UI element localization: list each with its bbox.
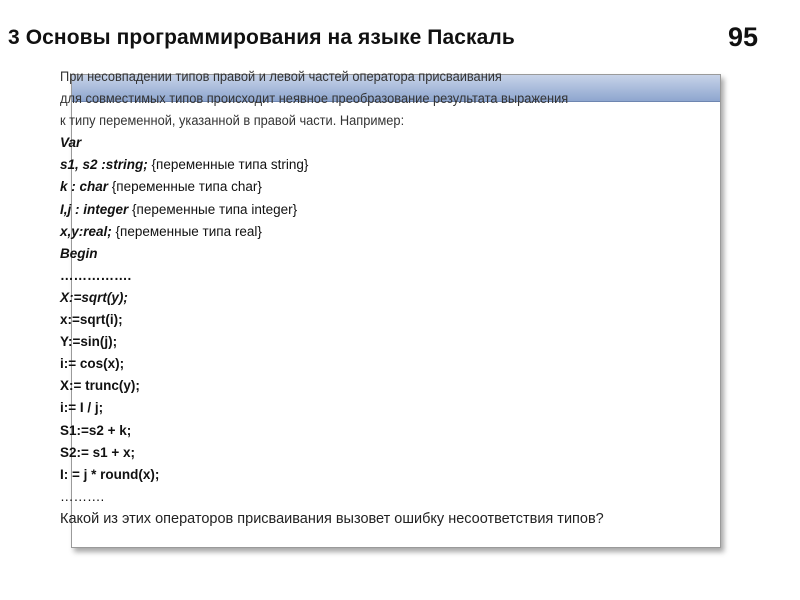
ellipsis-line: ……………. xyxy=(60,267,132,283)
statement-line: S2:= s1 + x; xyxy=(60,444,136,460)
statement-line: Y:=sin(j); xyxy=(60,334,118,350)
declaration: I,j : integer xyxy=(60,201,129,217)
declaration-comment: {переменные типа string} xyxy=(147,157,309,173)
page-number: 95 xyxy=(727,22,758,52)
declaration: s1, s2 :string; xyxy=(60,157,148,173)
declaration-comment: {переменные типа integer} xyxy=(128,201,298,217)
statement-line: S1:=s2 + k; xyxy=(60,422,132,438)
statement-line: I: = j * round(x); xyxy=(60,466,160,482)
keyword-begin: Begin xyxy=(60,245,98,261)
declaration-line xyxy=(60,199,720,221)
intro-line: к типу переменной, указанной в правой части. Например: xyxy=(60,113,405,129)
slide-content xyxy=(60,66,720,530)
question-text: Какой из этих операторов присваивания вызовет ошибку несоответствия типов? xyxy=(60,510,604,527)
declaration: k : char xyxy=(60,179,109,195)
ellipsis-line: ………. xyxy=(60,488,105,504)
declaration-comment: {переменные типа real} xyxy=(111,223,262,239)
declaration-comment: {переменные типа char} xyxy=(108,179,262,195)
statement-line: x:=sqrt(i); xyxy=(60,312,123,328)
statement-line: i:= I / j; xyxy=(60,400,104,416)
statement-line: X:=sqrt(y); xyxy=(60,289,128,305)
declaration-line xyxy=(60,176,720,198)
keyword-var: Var xyxy=(60,135,82,151)
statement-line: i:= cos(x); xyxy=(60,356,125,372)
statement-line: X:= trunc(y); xyxy=(60,378,140,394)
declaration-line xyxy=(60,154,720,176)
intro-line: для совместимых типов происходит неявное преобразование результата выражения xyxy=(60,91,569,107)
slide-title: 3 Основы программирования на языке Паскаль xyxy=(8,26,515,49)
declaration-line xyxy=(60,221,720,243)
intro-line: При несовпадении типов правой и левой частей оператора присваивания xyxy=(60,69,502,84)
declaration: x,y:real; xyxy=(60,223,112,239)
